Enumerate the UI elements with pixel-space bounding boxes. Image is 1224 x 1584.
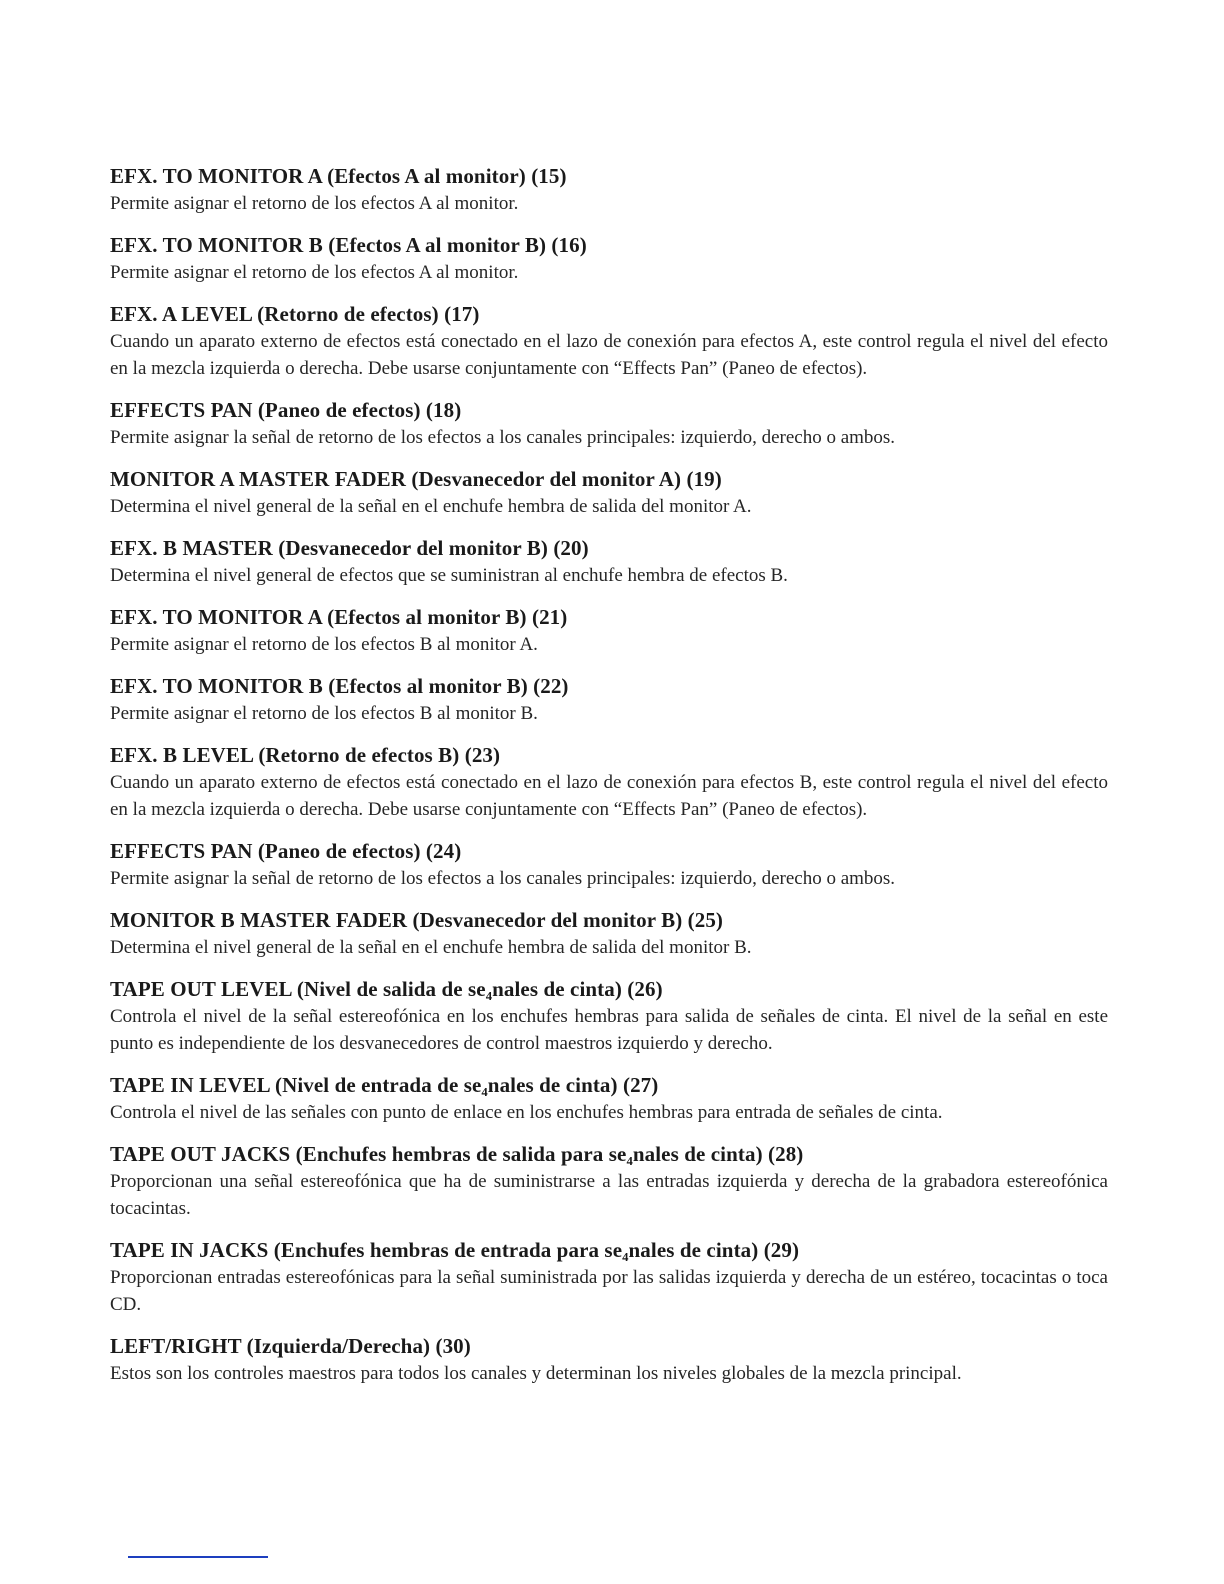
entry-title: EFX. B LEVEL (Retorno de efectos B) (23) (110, 743, 501, 767)
entry-29 (110, 1236, 1108, 1318)
entry-body: Permite asignar la señal de retorno de los efectos a los canales principales: izquierdo, derecho o ambos. (110, 427, 896, 448)
entry-body: Determina el nivel general de la señal en el enchufe hembra de salida del monitor B. (110, 937, 752, 958)
entry-22 (110, 672, 1108, 727)
footer-rule (128, 1556, 268, 1558)
entry-20 (110, 534, 1108, 589)
entry-title: EFX. TO MONITOR B (Efectos A al monitor B) (16) (110, 233, 587, 257)
entry-body: Controla el nivel de las señales con punto de enlace en los enchufes hembras para entrada de señales de cinta. (110, 1102, 943, 1123)
entry-title: TAPE OUT LEVEL (Nivel de salida de se₄nales de cinta) (26) (110, 977, 663, 1001)
entry-19 (110, 465, 1108, 520)
entry-18 (110, 396, 1108, 451)
entry-24 (110, 837, 1108, 892)
entry-title: EFX. B MASTER (Desvanecedor del monitor B) (20) (110, 536, 589, 560)
entry-title: TAPE IN JACKS (Enchufes hembras de entrada para se₄nales de cinta) (29) (110, 1238, 800, 1262)
entry-title: MONITOR B MASTER FADER (Desvanecedor del monitor B) (25) (110, 908, 724, 932)
entry-title: EFX. TO MONITOR A (Efectos al monitor B) (21) (110, 605, 568, 629)
entry-15 (110, 162, 1108, 217)
entry-body: Proporcionan una señal estereofónica que ha de suministrarse a las entradas izquierda y derecha de la grabadora estereofónica tocacintas. (110, 1171, 1108, 1219)
entry-21 (110, 603, 1108, 658)
entry-title: EFFECTS PAN (Paneo de efectos) (24) (110, 839, 462, 863)
entry-body: Permite asignar la señal de retorno de los efectos a los canales principales: izquierdo, derecho o ambos. (110, 868, 896, 889)
entry-body: Permite asignar el retorno de los efectos B al monitor B. (110, 703, 538, 724)
entry-body: Determina el nivel general de efectos que se suministran al enchufe hembra de efectos B. (110, 565, 788, 586)
entry-body: Proporcionan entradas estereofónicas para la señal suministrada por las salidas izquierda y derecha de un estéreo, tocacintas o toca CD. (110, 1267, 1108, 1315)
entry-title: MONITOR A MASTER FADER (Desvanecedor del monitor A) (19) (110, 467, 722, 491)
entry-body: Estos son los controles maestros para todos los canales y determinan los niveles globales de la mezcla principal. (110, 1363, 962, 1384)
entry-body: Permite asignar el retorno de los efectos B al monitor A. (110, 634, 538, 655)
entry-30 (110, 1332, 1108, 1387)
entry-28 (110, 1140, 1108, 1222)
entry-body: Cuando un aparato externo de efectos está conectado en el lazo de conexión para efectos A, este control regula el nivel del efecto en la mezcla izquierda o derecha. Debe usarse conjuntamente con “Effects Pan” (Paneo de efectos). (110, 331, 1108, 379)
entry-body: Controla el nivel de la señal estereofónica en los enchufes hembras para salida de señales de cinta. El nivel de la señal en este punto es independiente de los desvanecedores de control maestros izquierdo y derecho. (110, 1006, 1108, 1054)
entry-title: EFX. TO MONITOR B (Efectos al monitor B) (22) (110, 674, 569, 698)
document-page (110, 162, 1108, 1401)
entry-body: Permite asignar el retorno de los efectos A al monitor. (110, 262, 519, 283)
entry-27 (110, 1071, 1108, 1126)
entry-title: TAPE OUT JACKS (Enchufes hembras de salida para se₄nales de cinta) (28) (110, 1142, 804, 1166)
entry-title: EFX. TO MONITOR A (Efectos A al monitor) (15) (110, 164, 567, 188)
entry-17 (110, 300, 1108, 382)
entry-body: Permite asignar el retorno de los efectos A al monitor. (110, 193, 519, 214)
entry-title: EFX. A LEVEL (Retorno de efectos) (17) (110, 302, 480, 326)
entry-title: TAPE IN LEVEL (Nivel de entrada de se₄nales de cinta) (27) (110, 1073, 659, 1097)
entry-title: LEFT/RIGHT (Izquierda/Derecha) (30) (110, 1334, 471, 1358)
entry-26 (110, 975, 1108, 1057)
entry-23 (110, 741, 1108, 823)
entry-16 (110, 231, 1108, 286)
entry-body: Determina el nivel general de la señal en el enchufe hembra de salida del monitor A. (110, 496, 752, 517)
entry-25 (110, 906, 1108, 961)
entry-body: Cuando un aparato externo de efectos está conectado en el lazo de conexión para efectos B, este control regula el nivel del efecto en la mezcla izquierda o derecha. Debe usarse conjuntamente con “Effects Pan” (Paneo de efectos). (110, 772, 1108, 820)
entry-title: EFFECTS PAN (Paneo de efectos) (18) (110, 398, 462, 422)
